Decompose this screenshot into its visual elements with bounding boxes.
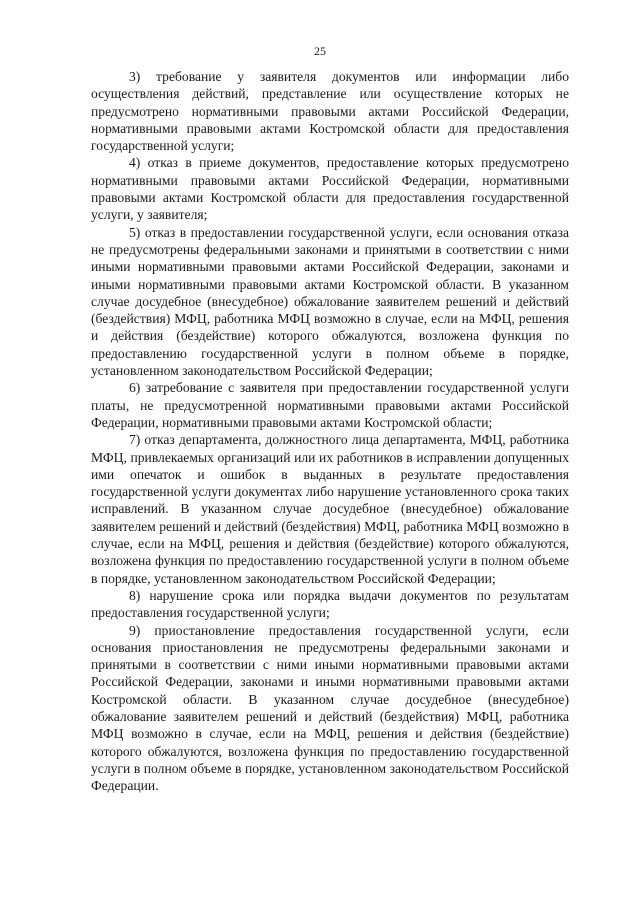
list-item-3: 3) требование у заявителя документов или информации либо осуществления действий, представление или осуществление которых не предусмотрено нормативными правовыми актами Российской Федерации, нормативными правовыми актами Костромской области для предоставления государственной услуги;	[91, 69, 569, 154]
list-item-6: 6) затребование с заявителя при предоставлении государственной услуги платы, не предусмотренной нормативными правовыми актами Российской Федерации, нормативными правовыми актами Костромской области;	[91, 380, 569, 430]
list-item-7: 7) отказ департамента, должностного лица департамента, МФЦ, работника МФЦ, привлекаемых организаций или их работников в исправлении допущенных ими опечаток и ошибок в выданных в результате предоставления государственной услуги документах либо нарушение установленного срока таких исправлений. В указанном случае досудебное (внесудебное) обжалование заявителем решений и действий (бездействия) МФЦ, работника МФЦ возможно в случае, если на МФЦ, решения и действия (бездействие) которого обжалуются, возложена функция по предоставлению государственной услуги в полном объеме в порядке, установленном законодательством Российской Федерации;	[91, 432, 569, 586]
list-item-5: 5) отказ в предоставлении государственной услуги, если основания отказа не предусмотрены федеральными законами и принятыми в соответствии с ними иными нормативными правовыми актами Российской Федерации, законами и иными нормативными правовыми актами Костромской области. В указанном случае досудебное (внесудебное) обжалование заявителем решений и действий (бездействия) МФЦ, работника МФЦ возможно в случае, если на МФЦ, решения и действия (бездействие) которого обжалуются, возложена функция по предоставлению государственной услуги в полном объеме в порядке, установленном законодательством Российской Федерации;	[91, 224, 569, 379]
document-body	[91, 68, 569, 794]
page-number: 25	[314, 44, 326, 58]
list-item-4: 4) отказ в приеме документов, предоставление которых предусмотрено нормативными правовыми актами Российской Федерации, нормативными правовыми актами Костромской области для предоставления государственной услуги, у заявителя;	[91, 155, 569, 223]
list-item-9: 9) приостановление предоставления государственной услуги, если основания приостановления не предусмотрены федеральными законами и принятыми в соответствии с ними иными нормативными правовыми актами Российской Федерации, законами и иными нормативными правовыми актами Костромской области. В указанном случае досудебное (внесудебное) обжалование заявителем решений и действий (бездействия) МФЦ, работника МФЦ возможно в случае, если на МФЦ, решения и действия (бездействие) которого обжалуются, возложена функция по предоставлению государственной услуги в полном объеме в порядке, установленном законодательством Российской Федерации.	[91, 622, 569, 794]
list-item-8: 8) нарушение срока или порядка выдачи документов по результатам предоставления государственной услуги;	[91, 587, 569, 621]
